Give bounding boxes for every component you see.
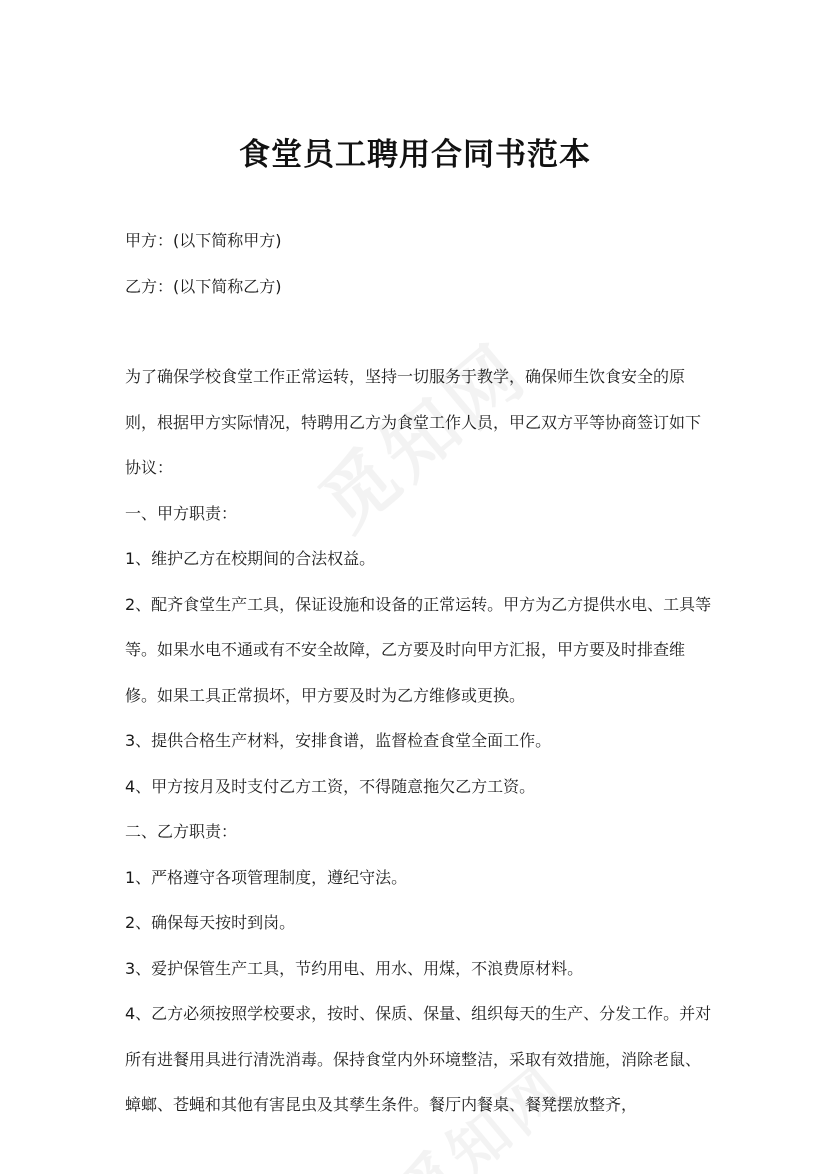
clause-a-4: 4、甲方按月及时支付乙方工资，不得随意拖欠乙方工资。 (125, 776, 536, 796)
clause-a-3: 3、提供合格生产材料，安排食谱，监督检查食堂全面工作。 (125, 731, 552, 750)
intro-paragraph: 为了确保学校食堂工作正常运转，坚持一切服务于教学，确保师生饮食安全的原则，根据甲方实际情况，特聘用乙方为食堂工作人员，甲乙双方平等协商签订如下协议： (125, 367, 702, 477)
clause-b-2: 2、确保每天按时到岗。 (125, 913, 296, 932)
section-heading-party-a: 一、甲方职责： (125, 503, 238, 523)
clause-b-3: 3、爱护保管生产工具，节约用电、用水、用煤，不浪费原材料。 (125, 958, 584, 978)
party-a-line: 甲方：(以下简称甲方) (125, 231, 282, 250)
spacer (125, 309, 715, 354)
clause-a-1: 1、维护乙方在校期间的合法权益。 (125, 549, 376, 568)
clause-b-1: 1、严格遵守各项管理制度，遵纪守法。 (125, 867, 408, 887)
section-heading-party-b: 二、乙方职责： (125, 822, 238, 841)
party-b-line: 乙方：(以下简称乙方) (125, 276, 282, 296)
document-body (125, 218, 715, 1128)
clause-b-4: 4、乙方必须按照学校要求，按时、保质、保量、组织每天的生产、分发工作。并对所有进餐用具进行清洗消毒。保持食堂内外环境整洁，采取有效措施，消除老鼠、蟑螂、苍蝇和其他有害昆虫及其孳生条件。餐厅内餐桌、餐凳摆放整齐， (125, 1004, 712, 1114)
document-title: 食堂员工聘用合同书范本 (239, 136, 591, 173)
clause-a-2: 2、配齐食堂生产工具，保证设施和设备的正常运转。甲方为乙方提供水电、工具等等。如果水电不通或有不安全故障，乙方要及时向甲方汇报，甲方要及时排查维修。如果工具正常损坏，甲方要及时为乙方维修或更换。 (125, 594, 712, 705)
